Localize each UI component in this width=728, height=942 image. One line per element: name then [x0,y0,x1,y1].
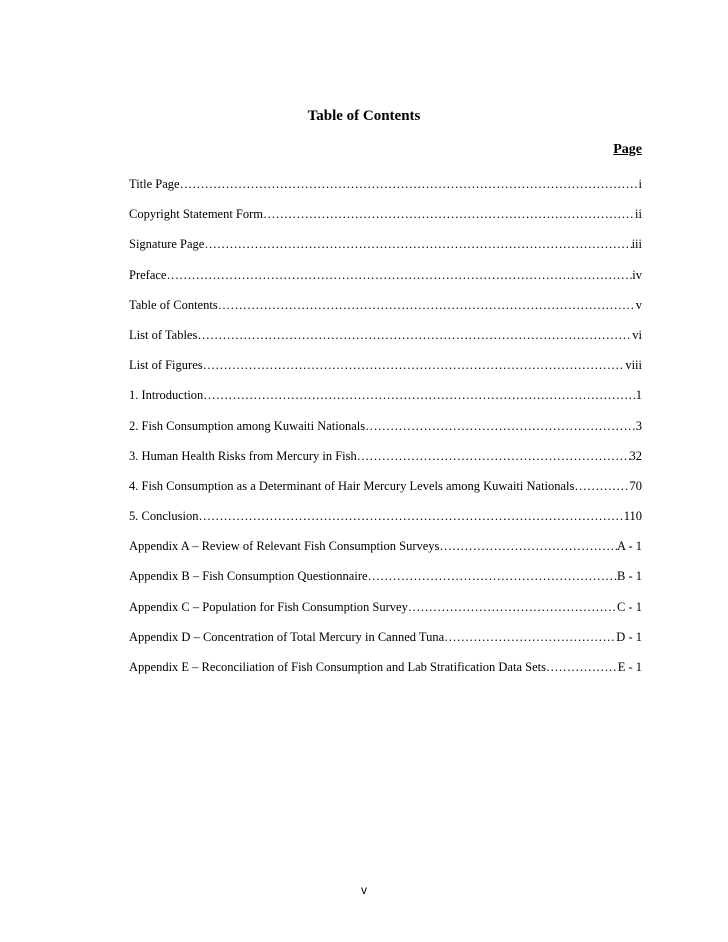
dot-leader [180,174,639,194]
toc-entry-page: iv [632,267,642,282]
toc-entry-label: 4. Fish Consumption as a Determinant of Hair Mercury Levels among Kuwaiti Nationals [129,478,575,493]
toc-entry-label: Copyright Statement Form [129,207,264,222]
toc-entry [129,355,642,385]
toc-entry-label: Title Page [129,177,180,191]
toc-entry-page: vi [632,327,642,342]
dot-leader [263,204,635,224]
toc-entry-label: Signature Page [129,237,205,252]
dot-leader [574,476,629,496]
toc-entry-page: viii [625,358,642,373]
dot-leader [439,536,617,556]
toc-entry [129,234,642,264]
toc-entry-page: A - 1 [617,539,642,554]
toc-entry-label: Appendix C – Population for Fish Consumption Survey [129,599,408,614]
dot-leader [204,234,631,254]
dot-leader [546,657,618,677]
toc-entry [129,325,642,355]
page-column-heading: Page [613,142,642,157]
toc-entry-label: Appendix E – Reconciliation of Fish Consumption and Lab Stratification Data Sets [129,660,546,674]
toc-entry [129,627,642,657]
toc-list [129,174,642,687]
toc-entry-page: E - 1 [617,660,642,674]
toc-entry [129,204,642,234]
dot-leader [203,355,626,375]
dot-leader [218,295,636,315]
dot-leader [357,446,630,466]
toc-entry [129,597,642,627]
toc-entry [129,416,642,446]
toc-entry-label: Appendix A – Review of Relevant Fish Consumption Surveys [129,539,440,554]
toc-entry-page: iii [631,237,642,252]
dot-leader [408,597,617,617]
page-title: Table of Contents [307,108,421,124]
dot-leader [203,385,635,405]
toc-entry-label: 3. Human Health Risks from Mercury in Fish [129,448,357,463]
toc-entry [129,657,642,687]
toc-entry [129,385,642,415]
toc-entry-label: List of Tables [129,327,198,342]
toc-entry-page: 3 [635,418,642,433]
toc-entry-label: Appendix D – Concentration of Total Mercury in Canned Tuna [129,629,445,644]
toc-entry [129,295,642,325]
dot-leader [368,566,617,586]
toc-entry-page: C - 1 [617,599,642,614]
toc-entry-page: B - 1 [617,569,642,584]
toc-entry-label: Table of Contents [129,297,218,312]
toc-entry [129,536,642,566]
toc-entry-page: v [635,297,642,312]
dot-leader [198,506,623,526]
toc-entry [129,174,642,204]
toc-entry-page: 1 [635,388,642,403]
toc-entry-label: 2. Fish Consumption among Kuwaiti Nationals [129,418,366,433]
toc-entry-label: 5. Conclusion [129,509,199,524]
toc-entry-label: List of Figures [129,358,203,373]
dot-leader [444,627,616,647]
toc-entry-page: i [638,177,642,191]
toc-entry-page: 110 [623,509,642,524]
toc-entry-page: D - 1 [616,629,642,644]
toc-entry-page: ii [635,207,642,222]
dot-leader [197,325,632,345]
toc-entry [129,446,642,476]
toc-entry-page: 70 [629,478,642,493]
toc-entry-label: Preface [129,267,167,282]
dot-leader [166,265,632,285]
toc-entry [129,506,642,536]
toc-entry-label: 1. Introduction [129,388,204,403]
page-number: v [361,883,367,897]
toc-entry [129,265,642,295]
toc-entry [129,476,642,506]
dot-leader [365,416,636,436]
toc-entry-page: 32 [629,448,642,463]
toc-entry-label: Appendix B – Fish Consumption Questionnaire [129,569,368,584]
toc-entry [129,566,642,596]
